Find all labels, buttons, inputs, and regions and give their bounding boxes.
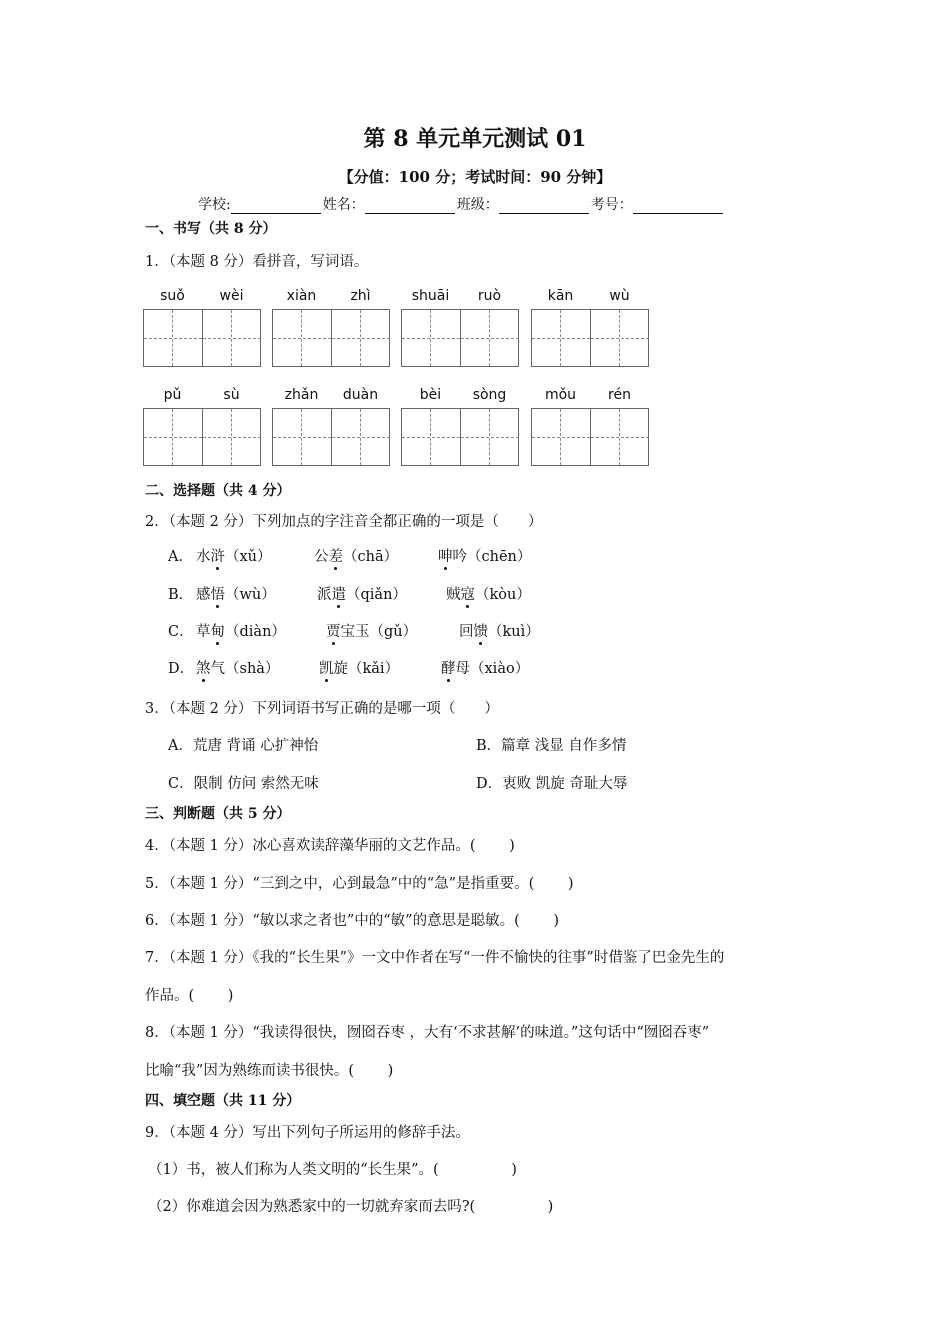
dotted-character: 呻: [438, 549, 453, 565]
dotted-character: 馈: [473, 624, 488, 640]
writing-cell[interactable]: [202, 409, 261, 465]
writing-cell[interactable]: [532, 409, 590, 465]
option-text: （qiǎn）: [346, 587, 407, 603]
question-3: 3．（本题 2 分）下列词语书写正确的是哪一项（ ）: [145, 701, 499, 717]
exam-no-field[interactable]: [633, 199, 723, 214]
option-text: 回: [459, 624, 474, 640]
pinyin-label: ruò: [477, 288, 502, 304]
question-1: 1．（本题 8 分）看拼音，写词语。: [145, 254, 369, 270]
character-grid[interactable]: [272, 408, 390, 466]
option-text: （kuì）: [488, 624, 540, 640]
q2-option-letter[interactable]: B．: [168, 587, 194, 603]
pinyin-label: mǒu: [544, 387, 577, 403]
pinyin-label: shuāi: [411, 288, 450, 304]
dotted-character: 浒: [210, 549, 225, 565]
q2-option-item: [196, 620, 286, 641]
option-text: 草: [196, 624, 211, 640]
option-text: 公: [314, 549, 329, 565]
option-text: 宝玉（gǔ）: [340, 624, 418, 640]
character-grid[interactable]: [272, 309, 390, 367]
page-title: 第 8 单元单元测试 01: [363, 126, 587, 152]
q2-option-item: [446, 583, 531, 604]
question-9-1: （1）书，被人们称为人类文明的“长生果”。( ): [148, 1162, 517, 1178]
option-text: 母（xiào）: [455, 661, 530, 677]
character-grid[interactable]: [531, 309, 649, 367]
option-text: （xǔ）: [225, 549, 272, 565]
writing-cell[interactable]: [460, 409, 519, 465]
option-text: 感: [196, 587, 211, 603]
writing-cell[interactable]: [402, 409, 460, 465]
pinyin-label: xiàn: [286, 288, 317, 304]
q3-option-c[interactable]: C．限制 仿问 索然无味: [168, 776, 319, 792]
option-text: 气（shà）: [210, 661, 280, 677]
q2-option-letter[interactable]: D．: [168, 661, 195, 677]
question-5: 5．（本题 1 分）“三到之中，心到最急”中的“急”是指重要。( ): [145, 876, 574, 892]
dotted-character: 甸: [210, 624, 225, 640]
writing-cell[interactable]: [202, 310, 261, 366]
pinyin-label: duàn: [342, 387, 379, 403]
section-heading-fill: 四、填空题（共 11 分）: [145, 1093, 301, 1109]
section-heading-choice: 二、选择题（共 4 分）: [145, 483, 291, 499]
pinyin-label: bèi: [419, 387, 442, 403]
writing-cell[interactable]: [532, 310, 590, 366]
exam-no-label: 考号：: [590, 197, 633, 213]
q2-option-item: [317, 583, 407, 604]
q2-option-item: [196, 657, 279, 678]
name-label: 姓名：: [322, 197, 365, 213]
writing-cell[interactable]: [331, 310, 390, 366]
name-field[interactable]: [365, 199, 455, 214]
class-label: 班级：: [456, 197, 499, 213]
exam-info: 【分值：100 分；考试时间：90 分钟】: [338, 168, 612, 186]
q3-option-a[interactable]: A．荒唐 背诵 心扩神怡: [168, 738, 319, 754]
question-4: 4．（本题 1 分）冰心喜欢读辞藻华丽的文艺作品。( ): [145, 838, 515, 854]
dotted-character: 差: [328, 549, 343, 565]
option-text: 吟（chēn）: [452, 549, 532, 565]
character-grid[interactable]: [531, 408, 649, 466]
option-text: 派: [317, 587, 332, 603]
dotted-character: 酵: [441, 661, 456, 677]
q3-option-b[interactable]: B．篇章 浅显 自作多情: [476, 738, 627, 754]
writing-cell[interactable]: [402, 310, 460, 366]
writing-cell[interactable]: [331, 409, 390, 465]
option-text: 贼: [446, 587, 461, 603]
pinyin-label: wèi: [219, 288, 244, 304]
pinyin-label: wù: [609, 288, 630, 304]
question-8-line-1: 8．（本题 1 分）“我读得很快，囫囵吞枣 ，大有‘不求甚解’的味道。”这句话中“囫囵吞枣”: [145, 1025, 710, 1041]
q2-option-item: [441, 657, 529, 678]
writing-cell[interactable]: [144, 310, 202, 366]
q2-option-item: [438, 545, 531, 566]
option-text: （kòu）: [475, 587, 531, 603]
school-label: 学校:: [198, 197, 231, 213]
q3-option-d[interactable]: D．衷败 凯旋 奇耻大辱: [476, 776, 628, 792]
section-heading-writing: 一、书写（共 8 分）: [145, 221, 277, 237]
option-text: （chā）: [343, 549, 399, 565]
writing-cell[interactable]: [273, 409, 331, 465]
writing-cell[interactable]: [273, 310, 331, 366]
question-9: 9．（本题 4 分）写出下列句子所运用的修辞手法。: [145, 1125, 470, 1141]
writing-cell[interactable]: [590, 310, 649, 366]
dotted-character: 煞: [196, 661, 211, 677]
option-text: （wù）: [225, 587, 276, 603]
question-8-line-2: 比喻“我”因为熟练而读书很快。( ): [145, 1063, 394, 1079]
school-field[interactable]: [231, 199, 321, 214]
q2-option-item: [319, 657, 399, 678]
option-text: （diàn）: [225, 624, 286, 640]
question-9-2: （2）你难道会因为熟悉家中的一切就弃家而去吗?( ): [148, 1199, 554, 1215]
q2-option-item: [459, 620, 540, 641]
dotted-character: 凯: [319, 661, 334, 677]
dotted-character: 悟: [210, 587, 225, 603]
option-text: 旋（kǎi）: [333, 661, 400, 677]
character-grid[interactable]: [143, 309, 261, 367]
dotted-character: 寇: [460, 587, 475, 603]
pinyin-label: zhǎn: [284, 387, 319, 403]
dotted-character: 贾: [326, 624, 341, 640]
pinyin-label: sù: [223, 387, 240, 403]
question-2: 2．（本题 2 分）下列加点的字注音全都正确的一项是（ ）: [145, 514, 543, 530]
character-grid[interactable]: [401, 309, 519, 367]
writing-cell[interactable]: [590, 409, 649, 465]
question-7-line-1: 7．（本题 1 分）《我的“长生果”》一文中作者在写“一件不愉快的往事”时借鉴了巴金先生的: [145, 950, 725, 966]
option-text: 水: [196, 549, 211, 565]
question-7-line-2: 作品。( ): [145, 988, 234, 1004]
character-grid[interactable]: [401, 408, 519, 466]
pinyin-label: suǒ: [160, 288, 185, 304]
dotted-character: 遣: [331, 587, 346, 603]
pinyin-label: pǔ: [163, 387, 182, 403]
class-field[interactable]: [499, 199, 589, 214]
pinyin-label: sòng: [472, 387, 507, 403]
q2-option-letter[interactable]: C．: [168, 624, 194, 640]
student-info-line: [198, 194, 725, 214]
writing-cell[interactable]: [144, 409, 202, 465]
section-heading-judgment: 三、判断题（共 5 分）: [145, 806, 291, 822]
q2-option-item: [314, 545, 398, 566]
character-grid[interactable]: [143, 408, 261, 466]
pinyin-label: kān: [547, 288, 574, 304]
pinyin-label: rén: [608, 387, 631, 403]
question-6: 6．（本题 1 分）“敏以求之者也”中的“敏”的意思是聪敏。( ): [145, 913, 559, 929]
pinyin-label: zhì: [350, 288, 371, 304]
writing-cell[interactable]: [460, 310, 519, 366]
q2-option-item: [196, 583, 276, 604]
q2-option-letter[interactable]: A．: [168, 549, 193, 565]
q2-option-item: [326, 620, 417, 641]
q2-option-item: [196, 545, 272, 566]
